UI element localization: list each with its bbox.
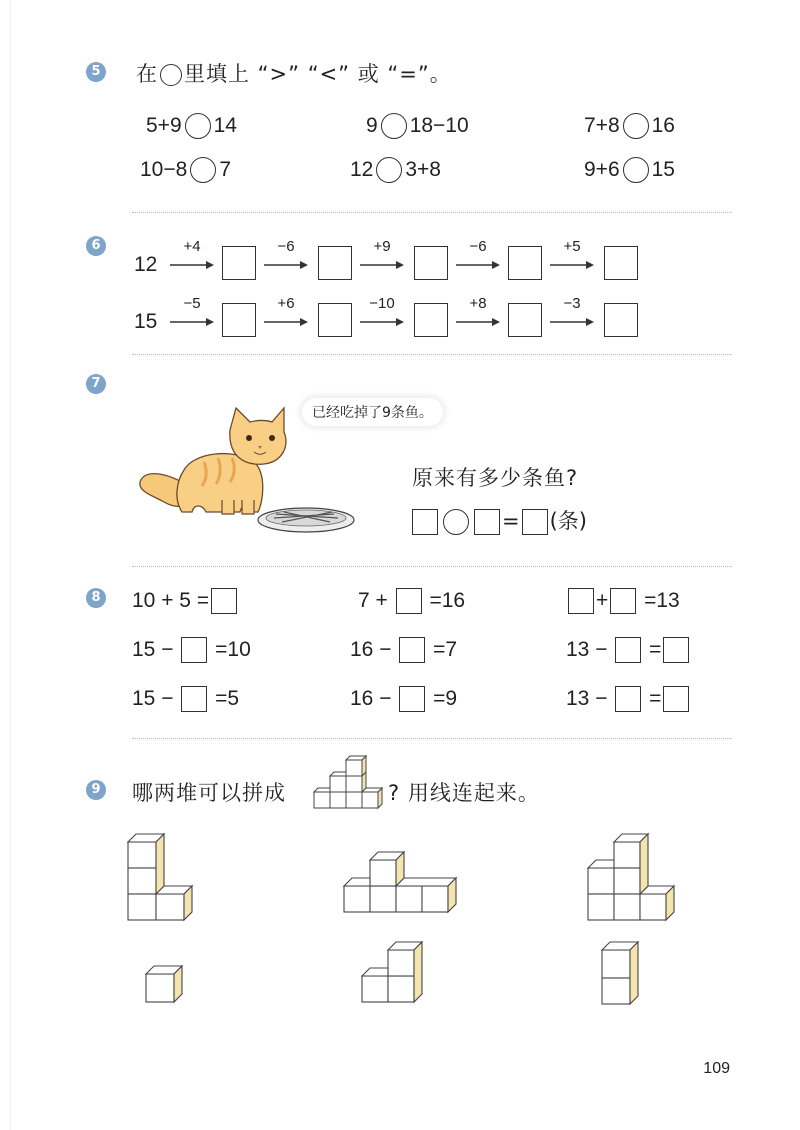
- cube-pile-f[interactable]: [600, 940, 642, 1008]
- unit-label: (条): [549, 509, 587, 533]
- section-divider: [132, 212, 732, 213]
- answer-circle[interactable]: [623, 113, 649, 139]
- answer-circle[interactable]: [623, 157, 649, 183]
- chain-2-box-5[interactable]: [604, 303, 638, 337]
- chain-1-op-1: +4: [183, 238, 201, 255]
- q8-item: + =13: [566, 588, 680, 614]
- q5-item-5: 12 3+8: [350, 157, 441, 183]
- answer-box[interactable]: [568, 588, 594, 614]
- arrow-icon: [456, 315, 500, 329]
- chain-1-start: 12: [134, 253, 158, 276]
- question-number-9: 9: [86, 780, 106, 800]
- cat-with-fish-plate-illustration: [134, 400, 364, 545]
- q5-item-4: 10−8 7: [140, 157, 231, 183]
- chain-2-op-4: +8: [469, 295, 487, 312]
- q5-item-1: 5+9 14: [146, 113, 237, 139]
- q5-title: [136, 58, 452, 88]
- answer-box[interactable]: [610, 588, 636, 614]
- answer-circle[interactable]: [376, 157, 402, 183]
- arrow-icon: [170, 315, 214, 329]
- answer-box[interactable]: [615, 686, 641, 712]
- chain-2-start: 15: [134, 310, 158, 333]
- arrow-icon: [264, 315, 308, 329]
- q5-title-prefix: 在: [136, 62, 158, 86]
- answer-box[interactable]: [181, 637, 207, 663]
- q5-item-6: 9+6 15: [584, 157, 675, 183]
- answer-box[interactable]: [396, 588, 422, 614]
- chain-1-box-3[interactable]: [414, 246, 448, 280]
- q5-item-3: 7+8 16: [584, 113, 675, 139]
- question-number-6: 6: [86, 236, 106, 256]
- page-margin-line: [10, 0, 11, 1130]
- chain-2-box-2[interactable]: [318, 303, 352, 337]
- answer-circle[interactable]: [185, 113, 211, 139]
- chain-1-op-4: −6: [469, 238, 487, 255]
- question-number-8: 8: [86, 588, 106, 608]
- answer-box[interactable]: [211, 588, 237, 614]
- q5-item-2: 9 18−10: [366, 113, 469, 139]
- answer-box[interactable]: [399, 637, 425, 663]
- answer-box[interactable]: [522, 509, 548, 535]
- q8-item: 7 + =16: [358, 588, 465, 614]
- chain-1-box-5[interactable]: [604, 246, 638, 280]
- q8-item: 15 − =10: [132, 637, 251, 663]
- answer-box[interactable]: [615, 637, 641, 663]
- answer-box[interactable]: [412, 509, 438, 535]
- cube-pile-e[interactable]: [360, 938, 428, 1008]
- chain-1-op-5: +5: [563, 238, 581, 255]
- q7-question: 原来有多少条鱼?: [412, 466, 579, 490]
- arrow-icon: [550, 315, 594, 329]
- q8-item: 16 − =7: [350, 637, 457, 663]
- question-number-5: 5: [86, 62, 106, 82]
- q5-title-circle: [160, 64, 182, 86]
- q8-item: 15 − =5: [132, 686, 239, 712]
- section-divider: [132, 738, 732, 739]
- section-divider: [132, 354, 732, 355]
- answer-circle[interactable]: [381, 113, 407, 139]
- arrow-icon: [550, 258, 594, 272]
- cube-pile-b[interactable]: [342, 848, 462, 918]
- cube-pile-a[interactable]: [126, 830, 196, 926]
- chain-2-box-1[interactable]: [222, 303, 256, 337]
- answer-box[interactable]: [399, 686, 425, 712]
- answer-box[interactable]: [181, 686, 207, 712]
- cube-pile-d[interactable]: [144, 964, 186, 1006]
- target-cube-stack-icon: [312, 754, 384, 810]
- chain-1-box-2[interactable]: [318, 246, 352, 280]
- q5-title-suffix: 里填上 “>” “<” 或 “=”。: [184, 62, 452, 86]
- arrow-icon: [264, 258, 308, 272]
- chain-2-op-5: −3: [563, 295, 581, 312]
- chain-2-op-3: −10: [369, 295, 395, 312]
- chain-1-op-2: −6: [277, 238, 295, 255]
- equals-sign: =: [502, 509, 520, 533]
- arrow-icon: [170, 258, 214, 272]
- section-divider: [132, 566, 732, 567]
- answer-box[interactable]: [663, 637, 689, 663]
- cube-pile-c[interactable]: [586, 830, 678, 926]
- q8-item: 13 − =: [566, 686, 691, 712]
- chain-1-box-4[interactable]: [508, 246, 542, 280]
- arrow-icon: [456, 258, 500, 272]
- answer-box[interactable]: [474, 509, 500, 535]
- q8-item: 13 − =: [566, 637, 691, 663]
- q7-equation: [410, 508, 587, 535]
- q8-item: 16 − =9: [350, 686, 457, 712]
- operator-circle[interactable]: [443, 509, 469, 535]
- chain-2-op-1: −5: [183, 295, 201, 312]
- speech-bubble: 已经吃掉了9条鱼。: [302, 398, 443, 426]
- chain-1-box-1[interactable]: [222, 246, 256, 280]
- chain-2-box-3[interactable]: [414, 303, 448, 337]
- answer-box[interactable]: [663, 686, 689, 712]
- q9-title-prefix: 哪两堆可以拼成: [132, 781, 286, 805]
- question-number-7: 7: [86, 374, 106, 394]
- q9-title-suffix: ? 用线连起来。: [388, 781, 540, 805]
- chain-2-box-4[interactable]: [508, 303, 542, 337]
- page-number: 109: [703, 1060, 730, 1077]
- chain-2-op-2: +6: [277, 295, 295, 312]
- arrow-icon: [360, 315, 404, 329]
- answer-circle[interactable]: [190, 157, 216, 183]
- q8-item: 10 + 5 =: [132, 588, 239, 614]
- chain-1-op-3: +9: [373, 238, 391, 255]
- arrow-icon: [360, 258, 404, 272]
